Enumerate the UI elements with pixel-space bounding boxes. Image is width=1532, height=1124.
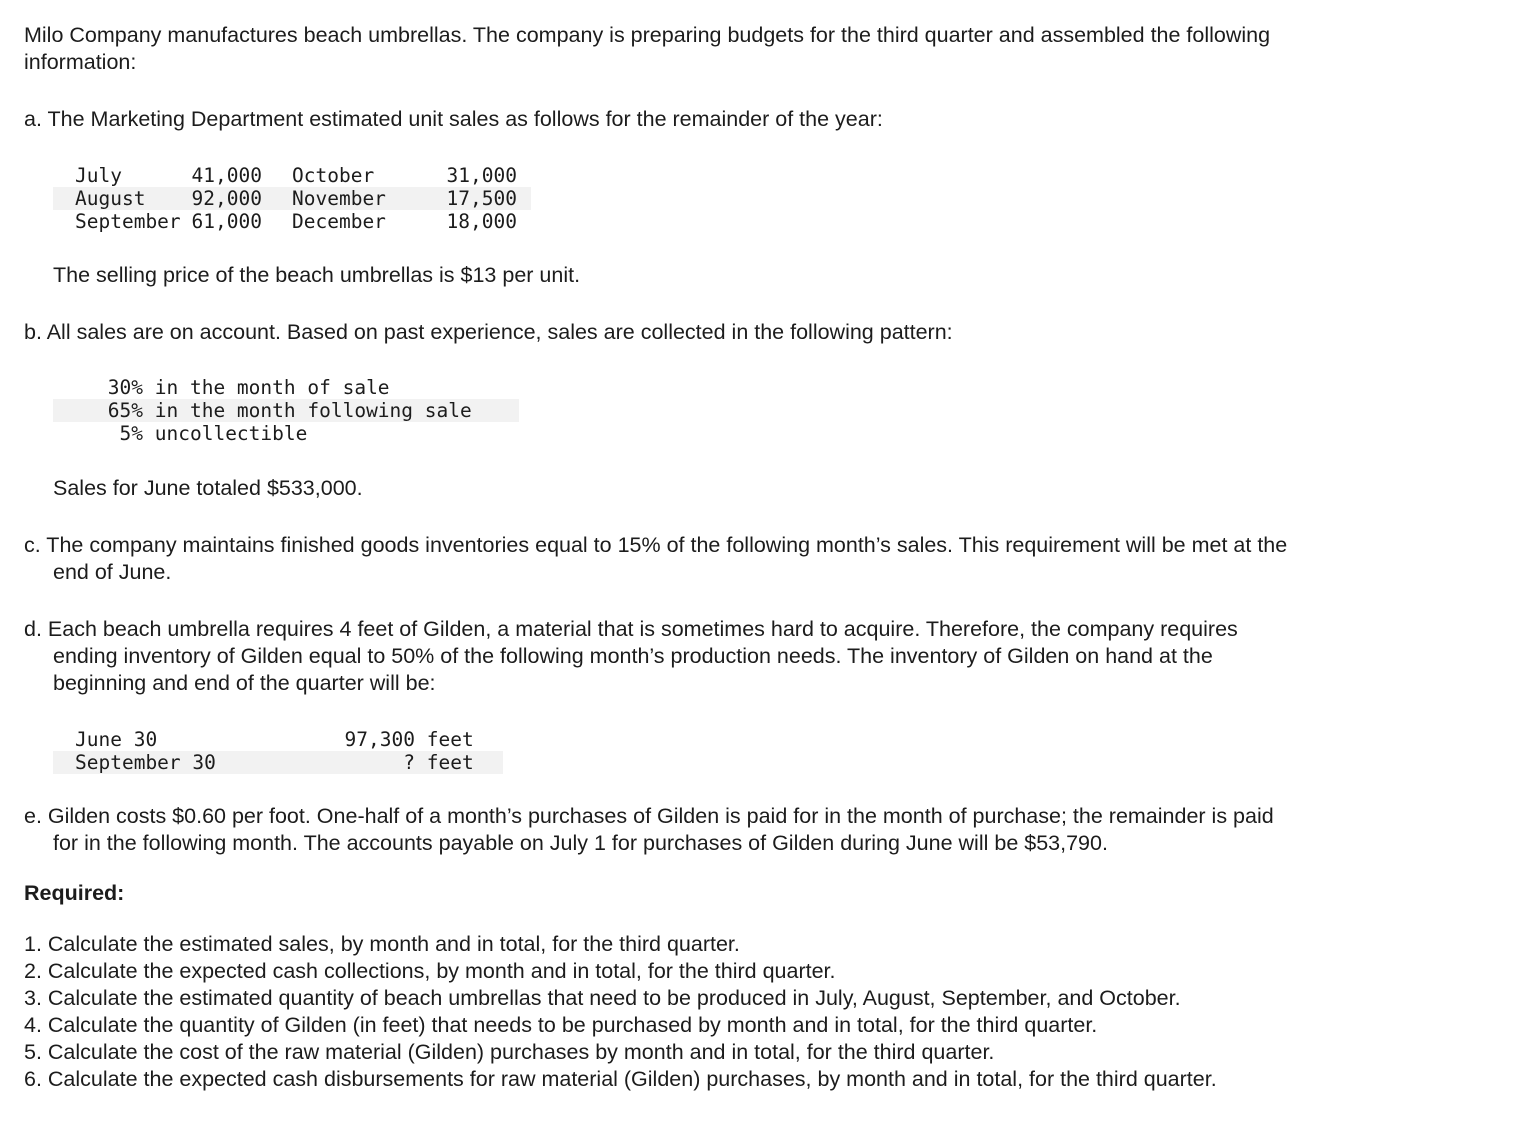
- item-c-text: [24, 532, 1287, 586]
- item-d-text: [24, 616, 1238, 697]
- table-row: [53, 164, 531, 187]
- units-cell: 61,000: [191, 210, 262, 233]
- item-e-text: [24, 803, 1274, 857]
- intro-paragraph: [24, 22, 1270, 76]
- intro-line-1: Milo Company manufactures beach umbrellas. The company is preparing budgets for the third quarter and assembled the following: [24, 23, 1271, 47]
- month-cell: August: [75, 187, 190, 210]
- feet-value-cell: ?: [305, 751, 415, 774]
- description-cell: uncollectible: [154, 422, 308, 445]
- item-d-line-1: d. Each beach umbrella requires 4 feet of Gilden, a material that is sometimes hard to acquire. Therefore, the company requires: [24, 617, 1238, 641]
- feet-value-cell: 97,300: [344, 728, 415, 751]
- table-row: [53, 187, 531, 210]
- list-item: 4. Calculate the quantity of Gilden (in feet) that needs to be purchased by month and in total, for the third quarter.: [24, 1013, 1098, 1037]
- collection-pattern-table: [53, 376, 519, 445]
- unit-cell: feet: [426, 728, 474, 751]
- table-row: [53, 728, 503, 751]
- percent-cell: 5%: [119, 422, 143, 445]
- units-cell: 17,500: [407, 187, 517, 210]
- item-d-line-3: beginning and end of the quarter will be:: [53, 671, 436, 695]
- date-cell: September 30: [75, 751, 305, 774]
- table-row: [53, 422, 519, 445]
- percent-cell: 65%: [53, 399, 143, 422]
- list-item: 6. Calculate the expected cash disbursements for raw material (Gilden) purchases, by month and in total, for the third quarter.: [24, 1067, 1217, 1091]
- item-e-line-1: e. Gilden costs $0.60 per foot. One-half of a month’s purchases of Gilden is paid for in the month of purchase; the remainder is paid: [24, 804, 1274, 828]
- intro-line-2: information:: [24, 50, 137, 74]
- table-row: [53, 376, 519, 399]
- list-item: 5. Calculate the cost of the raw material (Gilden) purchases by month and in total, for the third quarter.: [24, 1040, 995, 1064]
- units-cell: 41,000: [191, 164, 262, 187]
- units-cell: 18,000: [446, 210, 517, 233]
- list-item: 3. Calculate the estimated quantity of beach umbrellas that need to be produced in July, August, September, and October.: [24, 986, 1181, 1010]
- required-heading: Required:: [24, 881, 125, 905]
- month-cell: October: [292, 164, 375, 187]
- table-row: [53, 751, 503, 774]
- unit-cell: feet: [415, 751, 503, 774]
- selling-price-text: The selling price of the beach umbrellas is $13 per unit.: [53, 263, 581, 287]
- month-cell: December: [292, 210, 386, 233]
- item-b-text: b. All sales are on account. Based on past experience, sales are collected in the following pattern:: [24, 320, 953, 344]
- percent-cell: 30%: [107, 376, 143, 399]
- list-item: 1. Calculate the estimated sales, by month and in total, for the third quarter.: [24, 932, 740, 956]
- item-e-line-2: for in the following month. The accounts payable on July 1 for purchases of Gilden during June will be $53,790.: [53, 831, 1108, 855]
- item-c-line-1: c. The company maintains finished goods inventories equal to 15% of the following month’s sales. This requirement will be met at the: [24, 533, 1288, 557]
- date-cell: June 30: [75, 728, 158, 751]
- units-cell: 92,000: [191, 187, 262, 210]
- list-item: 2. Calculate the expected cash collections, by month and in total, for the third quarter.: [24, 959, 836, 983]
- table-row: [53, 399, 519, 422]
- description-cell: in the month of sale: [154, 376, 390, 399]
- item-c-line-2: end of June.: [53, 560, 172, 584]
- month-cell: September: [75, 210, 181, 233]
- description-cell: in the month following sale: [143, 399, 519, 422]
- table-row: [53, 210, 531, 233]
- item-a-text: a. The Marketing Department estimated unit sales as follows for the remainder of the year:: [24, 107, 883, 131]
- month-cell: July: [75, 164, 122, 187]
- required-list: [24, 931, 1217, 1093]
- gilden-inventory-table: [53, 728, 503, 774]
- june-sales-text: Sales for June totaled $533,000.: [53, 476, 363, 500]
- unit-sales-table: [53, 164, 531, 233]
- month-cell: November: [292, 187, 407, 210]
- units-cell: 31,000: [446, 164, 517, 187]
- item-d-line-2: ending inventory of Gilden equal to 50% of the following month’s production needs. The inventory of Gilden on hand at the: [53, 644, 1213, 668]
